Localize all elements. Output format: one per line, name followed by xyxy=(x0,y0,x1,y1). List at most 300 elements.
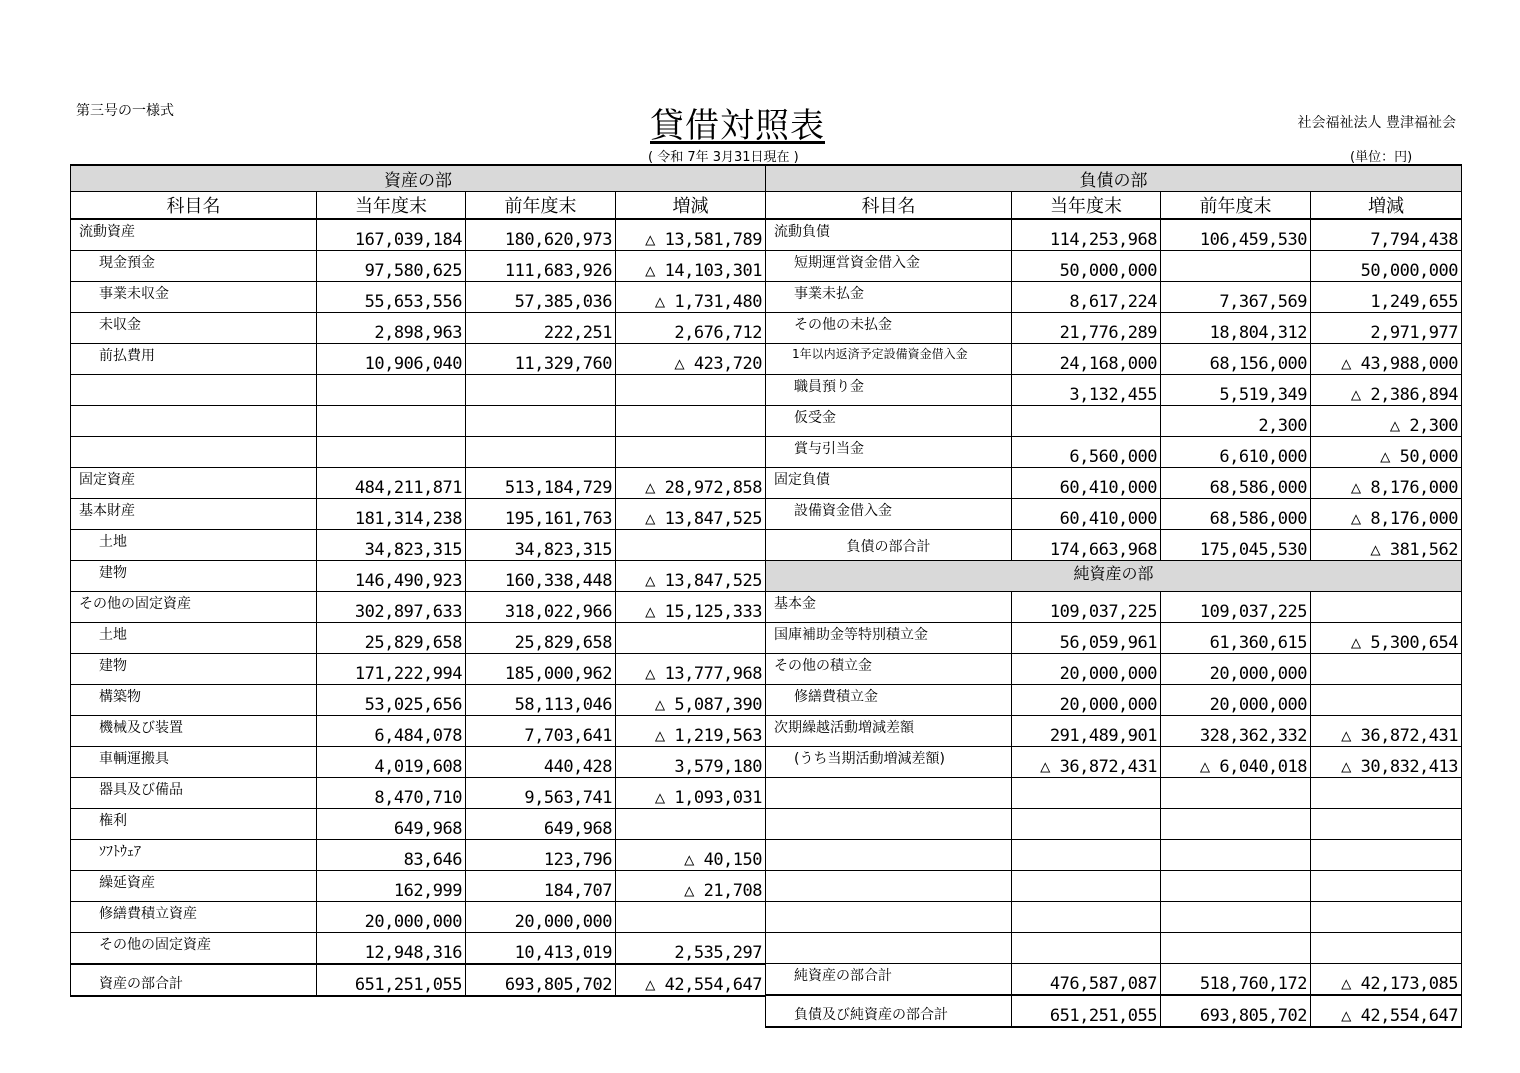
account-name: 固定資産 xyxy=(79,472,135,488)
change-value: △ 8,176,000 xyxy=(1311,499,1462,530)
table-row xyxy=(71,871,766,902)
table-row xyxy=(766,499,1462,530)
net-assets-section-header-title: 純資産の部 xyxy=(766,561,1462,592)
account-name: 基本財産 xyxy=(79,503,135,519)
total-current: 651,251,055 xyxy=(1012,995,1161,1027)
current-year-value: 20,000,000 xyxy=(317,902,466,933)
account-name: 国庫補助金等特別積立金 xyxy=(774,627,928,643)
account-name-cell xyxy=(71,716,317,747)
change-value: △ 28,972,858 xyxy=(616,468,766,499)
current-year-value: 53,025,656 xyxy=(317,685,466,716)
table-row xyxy=(71,468,766,499)
previous-year-value: 195,161,763 xyxy=(466,499,616,530)
current-year-value: 6,484,078 xyxy=(317,716,466,747)
table-row xyxy=(766,375,1462,406)
current-year-value: 12,948,316 xyxy=(317,933,466,965)
total-row xyxy=(766,995,1462,1027)
account-name: 土地 xyxy=(99,627,127,643)
account-name: 流動負債 xyxy=(774,224,830,240)
account-name-cell xyxy=(71,313,317,344)
change-value: △ 5,300,654 xyxy=(1311,623,1462,654)
change-value: 2,971,977 xyxy=(1311,313,1462,344)
table-row xyxy=(71,344,766,375)
account-name-cell xyxy=(766,623,1012,654)
account-name: 繰延資産 xyxy=(99,875,155,891)
account-name-cell xyxy=(766,219,1012,251)
previous-year-value xyxy=(466,406,616,437)
current-year-value xyxy=(1012,871,1161,902)
account-name-cell xyxy=(766,375,1012,406)
previous-year-value: 6,610,000 xyxy=(1161,437,1311,468)
liabilities-section xyxy=(765,164,1461,1028)
table-row xyxy=(71,219,766,251)
change-value: 2,676,712 xyxy=(616,313,766,344)
change-value: △ 423,720 xyxy=(616,344,766,375)
unit-label: (単位：円) xyxy=(1350,150,1413,165)
current-year-value: 8,470,710 xyxy=(317,778,466,809)
previous-year-value: 2,300 xyxy=(1161,406,1311,437)
change-value: △ 2,386,894 xyxy=(1311,375,1462,406)
current-year-value: 83,646 xyxy=(317,840,466,871)
account-name-cell xyxy=(766,282,1012,313)
change-value xyxy=(616,623,766,654)
account-name-cell xyxy=(71,933,317,965)
current-year-value: 55,653,556 xyxy=(317,282,466,313)
account-name-cell xyxy=(71,406,317,437)
account-name: 賞与引当金 xyxy=(794,441,864,457)
account-name-cell xyxy=(71,437,317,468)
current-year-value: 97,580,625 xyxy=(317,251,466,282)
previous-year-value: 513,184,729 xyxy=(466,468,616,499)
change-value: △ 1,219,563 xyxy=(616,716,766,747)
current-year-value: 60,410,000 xyxy=(1012,499,1161,530)
previous-year-value: 11,329,760 xyxy=(466,344,616,375)
table-row xyxy=(71,375,766,406)
account-name: 流動資産 xyxy=(79,224,135,240)
total-change: △ 42,173,085 xyxy=(1311,964,1462,996)
previous-year-value: 10,413,019 xyxy=(466,933,616,965)
account-name-cell xyxy=(766,871,1012,902)
change-value xyxy=(616,902,766,933)
table-row xyxy=(71,809,766,840)
account-name: 未収金 xyxy=(99,317,141,333)
current-year-value xyxy=(1012,809,1161,840)
current-year-value: 60,410,000 xyxy=(1012,468,1161,499)
account-name-cell xyxy=(71,902,317,933)
table-row xyxy=(71,716,766,747)
liabilities-table xyxy=(765,164,1462,1028)
account-name: その他の固定資産 xyxy=(79,596,191,612)
account-name-cell xyxy=(766,251,1012,282)
account-name: 建物 xyxy=(99,565,127,581)
header-account: 科目名 xyxy=(766,192,1012,220)
table-row xyxy=(766,623,1462,654)
account-name-cell xyxy=(71,499,317,530)
table-row xyxy=(766,313,1462,344)
balance-sheet xyxy=(70,164,1461,1026)
total-previous: 518,760,172 xyxy=(1161,964,1311,996)
previous-year-value: 180,620,973 xyxy=(466,219,616,251)
previous-year-value xyxy=(1161,809,1311,840)
account-name: 前払費用 xyxy=(99,348,155,364)
change-value xyxy=(1311,840,1462,871)
account-name-cell xyxy=(71,219,317,251)
previous-year-value: 222,251 xyxy=(466,313,616,344)
previous-year-value: 440,428 xyxy=(466,747,616,778)
change-value xyxy=(616,375,766,406)
account-name-cell xyxy=(766,778,1012,809)
account-name-cell xyxy=(71,685,317,716)
current-year-value: 114,253,968 xyxy=(1012,219,1161,251)
current-year-value: 10,906,040 xyxy=(317,344,466,375)
total-row xyxy=(766,530,1462,561)
account-name-cell xyxy=(766,344,1012,375)
account-name: 機械及び装置 xyxy=(99,720,183,736)
table-row xyxy=(71,623,766,654)
total-label: 資産の部合計 xyxy=(99,976,183,992)
header-previous-year: 前年度末 xyxy=(1161,192,1311,220)
assets-table xyxy=(70,164,766,997)
previous-year-value: 68,586,000 xyxy=(1161,499,1311,530)
current-year-value: 649,968 xyxy=(317,809,466,840)
change-value: △ 14,103,301 xyxy=(616,251,766,282)
change-value: △ 13,581,789 xyxy=(616,219,766,251)
account-name-cell xyxy=(766,313,1012,344)
current-year-value xyxy=(1012,902,1161,933)
account-name: 固定負債 xyxy=(774,472,830,488)
account-name: 事業未払金 xyxy=(794,286,864,302)
change-value: △ 13,777,968 xyxy=(616,654,766,685)
table-row xyxy=(766,933,1462,964)
table-row xyxy=(71,747,766,778)
account-name: 構築物 xyxy=(99,689,141,705)
account-name-cell xyxy=(71,282,317,313)
header-change: 増減 xyxy=(616,192,766,220)
current-year-value: 56,059,961 xyxy=(1012,623,1161,654)
change-value: 7,794,438 xyxy=(1311,219,1462,251)
table-row xyxy=(71,592,766,623)
previous-year-value: 328,362,332 xyxy=(1161,716,1311,747)
change-value xyxy=(1311,902,1462,933)
previous-year-value: 58,113,046 xyxy=(466,685,616,716)
previous-year-value: 20,000,000 xyxy=(1161,654,1311,685)
account-name: 仮受金 xyxy=(794,410,836,426)
current-year-value xyxy=(1012,778,1161,809)
page-title: 貸借対照表 xyxy=(650,106,825,146)
previous-year-value: 5,519,349 xyxy=(1161,375,1311,406)
table-row xyxy=(766,406,1462,437)
change-value: △ 15,125,333 xyxy=(616,592,766,623)
previous-year-value xyxy=(1161,251,1311,282)
account-name-cell xyxy=(766,809,1012,840)
change-value xyxy=(616,530,766,561)
current-year-value: 20,000,000 xyxy=(1012,685,1161,716)
account-name-cell xyxy=(766,716,1012,747)
previous-year-value: 7,367,569 xyxy=(1161,282,1311,313)
current-year-value: 8,617,224 xyxy=(1012,282,1161,313)
account-name: 建物 xyxy=(99,658,127,674)
table-row xyxy=(766,809,1462,840)
table-row xyxy=(71,840,766,871)
current-year-value xyxy=(1012,933,1161,964)
previous-year-value xyxy=(1161,902,1311,933)
account-name: 車輌運搬具 xyxy=(99,751,169,767)
change-value: △ 40,150 xyxy=(616,840,766,871)
previous-year-value: 111,683,926 xyxy=(466,251,616,282)
total-change: △ 381,562 xyxy=(1311,530,1462,561)
total-label-cell xyxy=(71,964,317,996)
previous-year-value xyxy=(466,437,616,468)
account-name-cell xyxy=(71,871,317,902)
change-value: △ 36,872,431 xyxy=(1311,716,1462,747)
previous-year-value xyxy=(466,375,616,406)
account-name: ｿﾌﾄｳｪｱ xyxy=(99,844,141,860)
account-name: 現金預金 xyxy=(99,255,155,271)
account-name-cell xyxy=(766,902,1012,933)
total-current: 476,587,087 xyxy=(1012,964,1161,996)
current-year-value: 20,000,000 xyxy=(1012,654,1161,685)
change-value: △ 13,847,525 xyxy=(616,561,766,592)
previous-year-value: 20,000,000 xyxy=(466,902,616,933)
current-year-value: △ 36,872,431 xyxy=(1012,747,1161,778)
change-value xyxy=(1311,871,1462,902)
header-current-year: 当年度末 xyxy=(1012,192,1161,220)
current-year-value: 4,019,608 xyxy=(317,747,466,778)
change-value: △ 50,000 xyxy=(1311,437,1462,468)
change-value xyxy=(1311,654,1462,685)
previous-year-value xyxy=(1161,871,1311,902)
account-name-cell xyxy=(766,840,1012,871)
account-name: 事業未収金 xyxy=(99,286,169,302)
change-value xyxy=(1311,592,1462,623)
change-value: △ 30,832,413 xyxy=(1311,747,1462,778)
table-row xyxy=(71,933,766,965)
table-row xyxy=(766,871,1462,902)
previous-year-value: 34,823,315 xyxy=(466,530,616,561)
current-year-value: 50,000,000 xyxy=(1012,251,1161,282)
column-header-row xyxy=(71,192,766,220)
change-value xyxy=(1311,933,1462,964)
liabilities-section-header xyxy=(766,165,1462,192)
account-name-cell xyxy=(71,592,317,623)
total-label: 負債の部合計 xyxy=(846,539,931,555)
table-row xyxy=(766,437,1462,468)
change-value: 1,249,655 xyxy=(1311,282,1462,313)
account-name-cell xyxy=(766,747,1012,778)
table-row xyxy=(71,251,766,282)
total-row xyxy=(766,964,1462,996)
account-name-cell xyxy=(766,685,1012,716)
account-name: 職員預り金 xyxy=(794,379,864,395)
column-header-row xyxy=(766,192,1462,220)
change-value xyxy=(1311,778,1462,809)
account-name: 修繕費積立金 xyxy=(794,689,878,705)
total-previous: 693,805,702 xyxy=(466,964,616,996)
account-name: その他の積立金 xyxy=(774,658,872,674)
previous-year-value: 68,586,000 xyxy=(1161,468,1311,499)
account-name-cell xyxy=(71,468,317,499)
table-row xyxy=(766,344,1462,375)
account-name: その他の固定資産 xyxy=(99,937,211,953)
table-row xyxy=(71,530,766,561)
previous-year-value: 160,338,448 xyxy=(466,561,616,592)
previous-year-value: 185,000,962 xyxy=(466,654,616,685)
current-year-value xyxy=(1012,840,1161,871)
change-value: △ 8,176,000 xyxy=(1311,468,1462,499)
change-value: △ 13,847,525 xyxy=(616,499,766,530)
change-value: △ 2,300 xyxy=(1311,406,1462,437)
account-name-cell xyxy=(71,623,317,654)
change-value: 50,000,000 xyxy=(1311,251,1462,282)
header-current-year: 当年度末 xyxy=(317,192,466,220)
table-row xyxy=(766,716,1462,747)
change-value xyxy=(616,809,766,840)
account-name-cell xyxy=(766,592,1012,623)
header-previous-year: 前年度末 xyxy=(466,192,616,220)
current-year-value xyxy=(317,406,466,437)
current-year-value: 167,039,184 xyxy=(317,219,466,251)
current-year-value: 171,222,994 xyxy=(317,654,466,685)
current-year-value: 24,168,000 xyxy=(1012,344,1161,375)
account-name-cell xyxy=(71,747,317,778)
change-value: 2,535,297 xyxy=(616,933,766,965)
current-year-value: 302,897,633 xyxy=(317,592,466,623)
change-value: △ 1,093,031 xyxy=(616,778,766,809)
table-row xyxy=(766,654,1462,685)
account-name-cell xyxy=(71,654,317,685)
previous-year-value: 9,563,741 xyxy=(466,778,616,809)
previous-year-value: 57,385,036 xyxy=(466,282,616,313)
table-row xyxy=(766,282,1462,313)
current-year-value: 6,560,000 xyxy=(1012,437,1161,468)
account-name-cell xyxy=(766,437,1012,468)
account-name: (うち当期活動増減差額) xyxy=(794,751,945,767)
previous-year-value: △ 6,040,018 xyxy=(1161,747,1311,778)
table-row xyxy=(766,592,1462,623)
current-year-value: 181,314,238 xyxy=(317,499,466,530)
current-year-value: 21,776,289 xyxy=(1012,313,1161,344)
table-row xyxy=(766,219,1462,251)
header-change: 増減 xyxy=(1311,192,1462,220)
account-name-cell xyxy=(71,840,317,871)
previous-year-value xyxy=(1161,933,1311,964)
account-name: 器具及び備品 xyxy=(99,782,183,798)
previous-year-value: 7,703,641 xyxy=(466,716,616,747)
current-year-value: 162,999 xyxy=(317,871,466,902)
previous-year-value: 649,968 xyxy=(466,809,616,840)
current-year-value: 3,132,455 xyxy=(1012,375,1161,406)
account-name: 修繕費積立資産 xyxy=(99,906,197,922)
total-label-cell xyxy=(766,995,1012,1027)
table-row xyxy=(766,251,1462,282)
table-row xyxy=(71,282,766,313)
account-name: 短期運営資金借入金 xyxy=(794,255,920,271)
account-name: その他の未払金 xyxy=(794,317,892,333)
table-row xyxy=(766,468,1462,499)
account-name: 権利 xyxy=(99,813,127,829)
previous-year-value: 123,796 xyxy=(466,840,616,871)
previous-year-value: 106,459,530 xyxy=(1161,219,1311,251)
table-row xyxy=(71,561,766,592)
table-row xyxy=(766,902,1462,933)
table-row xyxy=(71,437,766,468)
change-value: △ 5,087,390 xyxy=(616,685,766,716)
net-assets-section-header xyxy=(766,561,1462,592)
account-name-cell xyxy=(766,406,1012,437)
header-account: 科目名 xyxy=(71,192,317,220)
table-row xyxy=(766,778,1462,809)
account-name: 設備資金借入金 xyxy=(794,503,892,519)
account-name: 土地 xyxy=(99,534,127,550)
previous-year-value: 18,804,312 xyxy=(1161,313,1311,344)
total-previous: 175,045,530 xyxy=(1161,530,1311,561)
total-change: △ 42,554,647 xyxy=(616,964,766,996)
change-value xyxy=(616,437,766,468)
account-name-cell xyxy=(766,933,1012,964)
account-name-cell xyxy=(71,778,317,809)
account-name-cell xyxy=(766,499,1012,530)
current-year-value xyxy=(1012,406,1161,437)
table-row xyxy=(71,654,766,685)
current-year-value: 484,211,871 xyxy=(317,468,466,499)
total-current: 651,251,055 xyxy=(317,964,466,996)
table-row xyxy=(766,840,1462,871)
table-row xyxy=(766,747,1462,778)
table-row xyxy=(71,778,766,809)
table-row xyxy=(71,406,766,437)
account-name-cell xyxy=(71,809,317,840)
account-name: 次期繰越活動増減差額 xyxy=(774,720,914,736)
change-value xyxy=(616,406,766,437)
previous-year-value: 68,156,000 xyxy=(1161,344,1311,375)
total-change: △ 42,554,647 xyxy=(1311,995,1462,1027)
assets-section xyxy=(70,164,765,997)
assets-section-header xyxy=(71,165,766,192)
total-label: 純資産の部合計 xyxy=(794,968,892,984)
change-value: △ 1,731,480 xyxy=(616,282,766,313)
current-year-value xyxy=(317,375,466,406)
organization-name: 社会福祉法人 豊津福祉会 xyxy=(1297,115,1456,131)
previous-year-value: 20,000,000 xyxy=(1161,685,1311,716)
total-label-cell xyxy=(766,964,1012,996)
current-year-value: 34,823,315 xyxy=(317,530,466,561)
current-year-value xyxy=(317,437,466,468)
change-value: 3,579,180 xyxy=(616,747,766,778)
account-name-cell xyxy=(71,251,317,282)
account-name-cell xyxy=(766,468,1012,499)
account-name-cell xyxy=(71,344,317,375)
table-row xyxy=(71,685,766,716)
total-row xyxy=(71,964,766,996)
account-name-cell xyxy=(71,530,317,561)
previous-year-value: 25,829,658 xyxy=(466,623,616,654)
account-name: 1年以内返済予定設備資金借入金 xyxy=(792,347,968,361)
account-name-cell xyxy=(766,654,1012,685)
change-value: △ 43,988,000 xyxy=(1311,344,1462,375)
total-current: 174,663,968 xyxy=(1012,530,1161,561)
previous-year-value: 61,360,615 xyxy=(1161,623,1311,654)
total-previous: 693,805,702 xyxy=(1161,995,1311,1027)
change-value: △ 21,708 xyxy=(616,871,766,902)
total-label: 負債及び純資産の部合計 xyxy=(794,1007,948,1023)
previous-year-value: 318,022,966 xyxy=(466,592,616,623)
total-label-cell xyxy=(766,530,1012,561)
report-date: ( 令和 7年 3月31日現在 ) xyxy=(648,150,799,165)
change-value xyxy=(1311,685,1462,716)
current-year-value: 146,490,923 xyxy=(317,561,466,592)
change-value xyxy=(1311,809,1462,840)
current-year-value: 291,489,901 xyxy=(1012,716,1161,747)
